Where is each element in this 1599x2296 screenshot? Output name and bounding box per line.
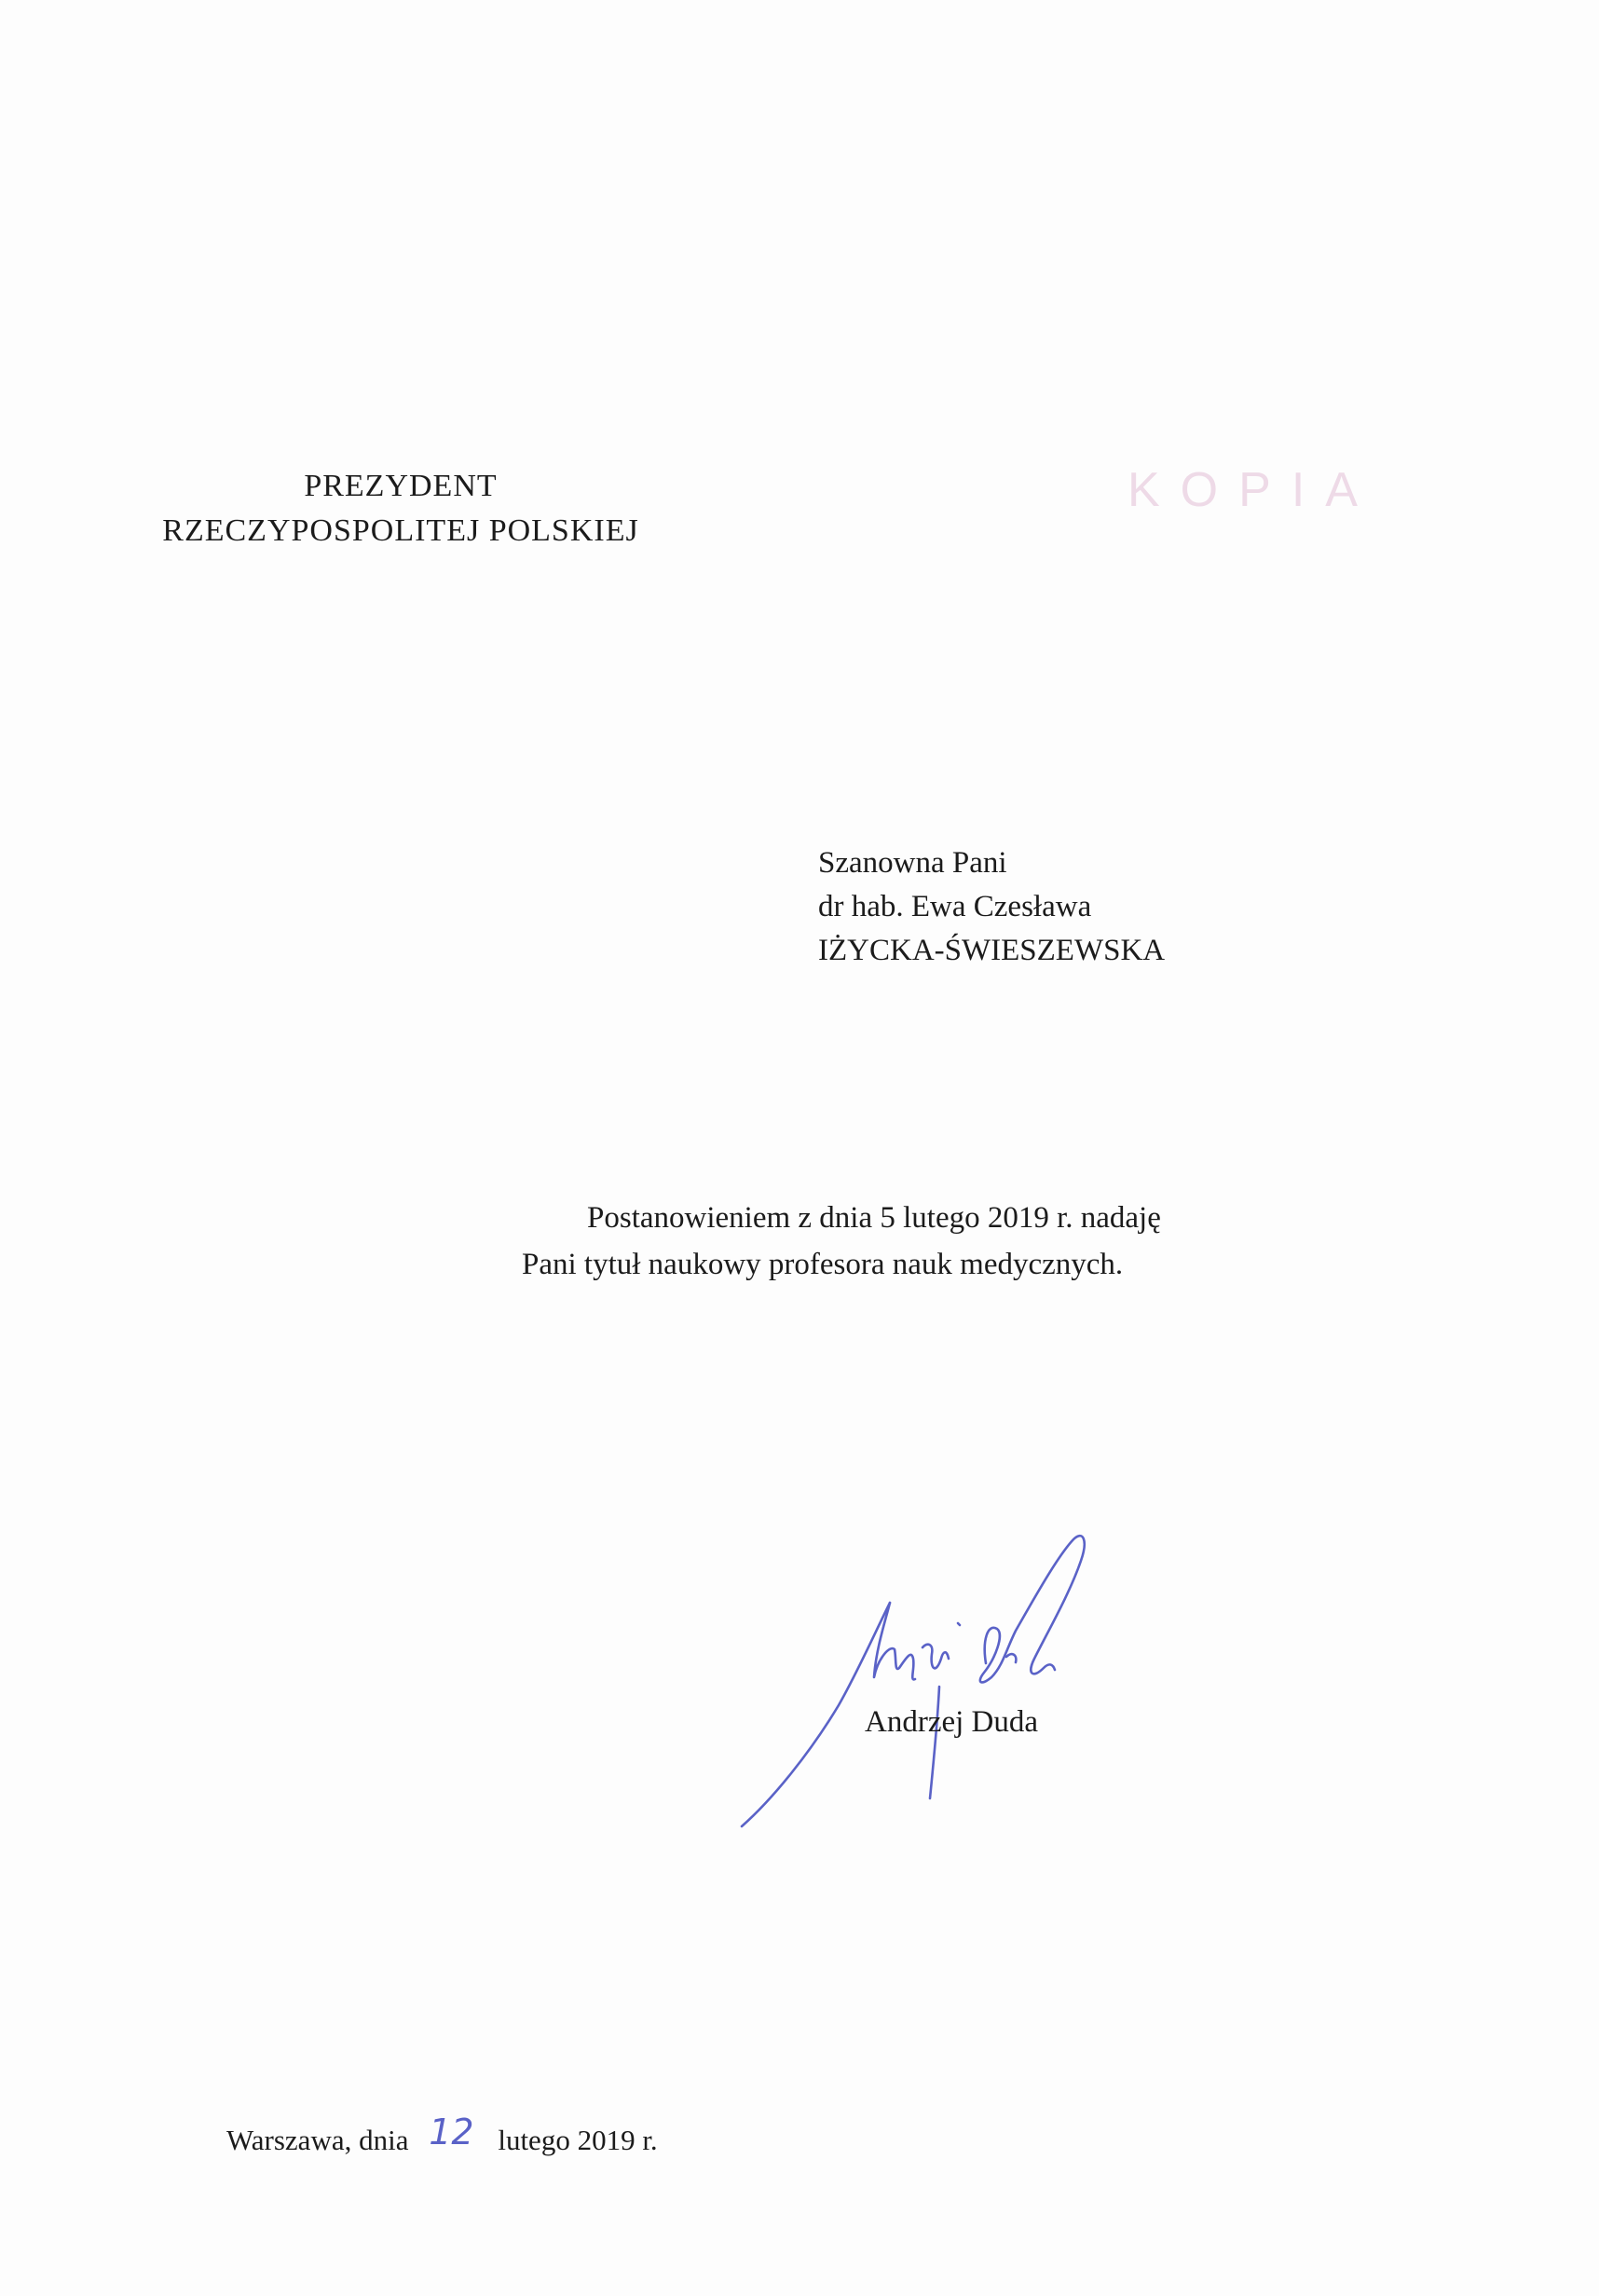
issuer-title: PREZYDENT [304,469,498,503]
date-prefix: Warszawa, dnia [226,2124,409,2156]
signer-name: Andrzej Duda [865,1705,1039,1739]
recipient-title-name: dr hab. Ewa Czesława [818,890,1092,923]
body-line-1: Postanowieniem z dnia 5 lutego 2019 r. nadaję [587,1201,1161,1235]
handwritten-day: 12 [429,2112,474,2152]
date-suffix: lutego 2019 r. [498,2124,658,2156]
issuer-header [112,464,690,554]
letter-body [522,1195,1305,1288]
date-line [226,2112,658,2158]
recipient-address [818,841,1165,973]
salutation: Szanowna Pani [818,846,1007,880]
copy-stamp: KOPIA [1128,463,1378,517]
body-line-2: Pani tytuł naukowy profesora nauk medycznych. [522,1248,1124,1281]
issuer-country: RZECZYPOSPOLITEJ POLSKIEJ [162,513,639,548]
handwritten-signature [736,1519,1174,1836]
recipient-surname: IŻYCKA-ŚWIESZEWSKA [818,934,1166,967]
